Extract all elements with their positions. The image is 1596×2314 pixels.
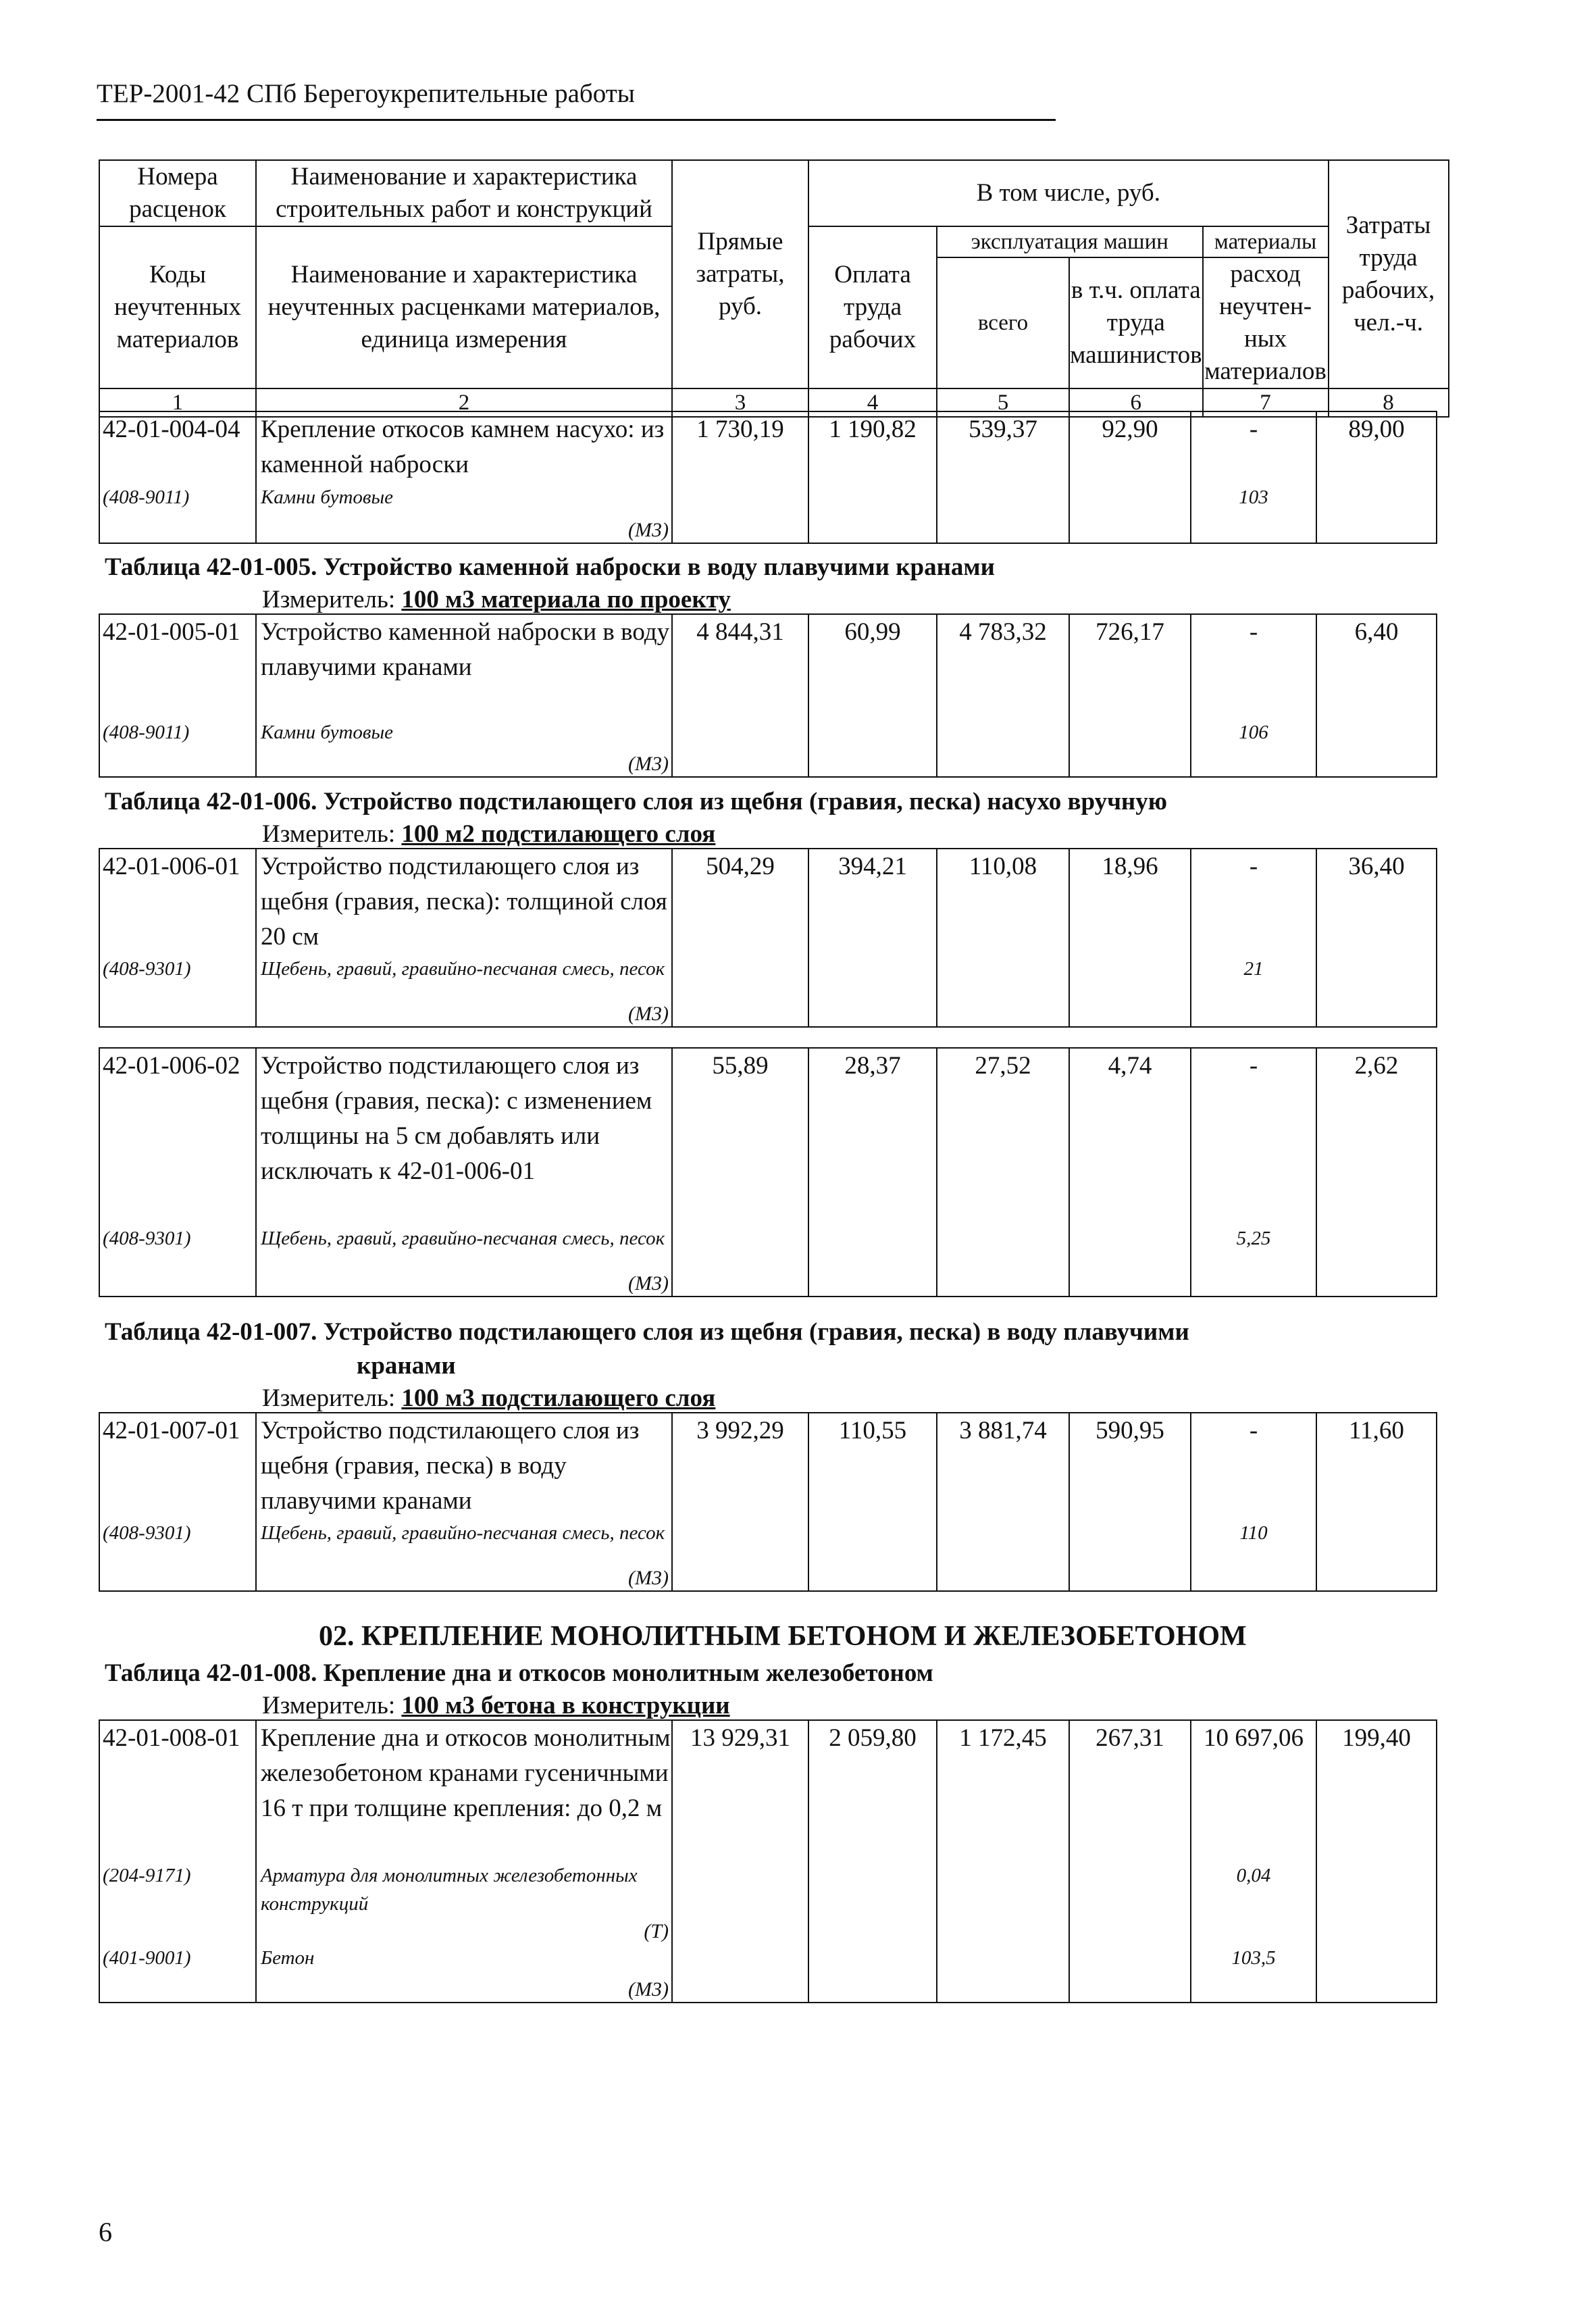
col2-header-top: Наименование и характеристика строительных работ и конструкций [256,160,672,226]
material-code: (408-9301) [103,958,191,980]
page-number: 6 [99,2217,112,2247]
cell-code [99,614,256,777]
cell-materials [1191,1720,1316,2003]
table-meter: Измеритель: 100 м3 материала по проекту [262,586,731,613]
material-name: Щебень, гравий, гравийно-песчаная смесь, песок [261,1522,665,1544]
header-rule [97,119,1056,121]
direct-cost: 504,29 [706,853,775,880]
machine-cost: 539,37 [969,416,1037,443]
unit-spacer [1191,1566,1316,1590]
material-quantity: 5,25 [1236,1228,1271,1249]
cell-code [99,1048,256,1297]
labor-cost: 1 190,82 [829,416,917,443]
material-unit: (М3) [628,519,669,541]
col4-header: Оплата труда рабочих [808,226,937,388]
material-quantity: 106 [1239,722,1268,743]
labor-hours: 36,40 [1348,853,1405,880]
cell-code [99,1720,256,2003]
cell-materials [1191,1048,1316,1297]
cell-machine-cost [937,849,1069,1027]
cell-description [256,1720,672,2003]
cell-materials [1191,614,1316,777]
table-row [99,1413,1437,1591]
rate-code: 42-01-005-01 [103,618,240,646]
table-meter: Измеритель: 100 м3 подстилающего слоя [262,1384,716,1412]
cell-operator-labor-cost [1069,849,1191,1027]
table-meter: Измеритель: 100 м3 бетона в конструкции [262,1692,730,1719]
col1-header-bottom: Коды неучтенных материалов [99,226,256,388]
unit-spacer [1191,1919,1316,1944]
cell-direct-cost [672,1048,808,1297]
cell-machine-cost [937,411,1069,543]
material-code: (204-9171) [103,1865,191,1886]
rate-description: Устройство каменной наброски в воду плавучими кранами [261,618,670,681]
col-number: 7 [1203,388,1329,417]
unit-spacer [100,518,255,543]
materials-header: материалы [1203,226,1329,257]
operator-labor-cost: 92,90 [1102,416,1158,443]
cell-labor-hours [1316,411,1437,543]
cell-machine-cost [937,1720,1069,2003]
col3-header: Прямые затраты, руб. [672,160,808,388]
rate-code: 42-01-006-01 [103,853,240,880]
unit-spacer [100,1919,255,1944]
direct-cost: 55,89 [712,1052,769,1080]
material-quantity: 103,5 [1231,1947,1276,1969]
unit-spacer [1191,1978,1316,2002]
material-name: Камни бутовые [261,486,394,508]
table-caption: Таблица 42-01-006. Устройство подстилающего слоя из щебня (гравия, песка) насухо вручную [105,788,1168,815]
material-quantity: 0,04 [1236,1865,1271,1886]
unit-spacer [100,1002,255,1026]
unit-spacer [1191,1272,1316,1296]
labor-cost: 60,99 [844,618,901,646]
table-row [99,1720,1437,2003]
table-caption: Таблица 42-01-005. Устройство каменной наброски в воду плавучими кранами [105,553,995,581]
cell-description [256,849,672,1027]
direct-cost: 1 730,19 [696,416,784,443]
rate-description: Устройство подстилающего слоя из щебня (гравия, песка): толщиной слоя 20 см [261,853,667,951]
machine-cost: 4 783,32 [959,618,1047,646]
cell-operator-labor-cost [1069,411,1191,543]
cell-labor-cost [808,1413,937,1591]
col-number: 3 [672,388,808,417]
cell-labor-hours [1316,1413,1437,1591]
labor-hours: 89,00 [1348,416,1405,443]
rate-table [99,848,1437,1028]
machine-cost: 27,52 [975,1052,1031,1080]
cell-direct-cost [672,1413,808,1591]
cell-labor-hours [1316,1720,1437,2003]
material-code: (401-9001) [103,1947,191,1969]
cell-machine-cost [937,1413,1069,1591]
col7-header: расход неучтен-ных материалов [1203,257,1329,388]
material-name: Камни бутовые [261,722,394,743]
col-number: 5 [937,388,1069,417]
cell-materials [1191,1413,1316,1591]
rate-code: 42-01-008-01 [103,1724,240,1752]
material-name: Щебень, гравий, гравийно-песчаная смесь, песок [261,1228,665,1249]
cell-direct-cost [672,849,808,1027]
materials-cost: - [1249,416,1258,443]
rate-code: 42-01-004-04 [103,416,240,443]
cell-description [256,1413,672,1591]
rate-table [99,1047,1437,1297]
cell-labor-cost [808,849,937,1027]
rate-description: Крепление дна и откосов монолитным железобетоном кранами гусеничными 16 т при толщине крепления: до 0,2 м [261,1724,671,1822]
material-code: (408-9301) [103,1228,191,1249]
table-meter: Измеритель: 100 м2 подстилающего слоя [262,820,716,848]
section-title: 02. КРЕПЛЕНИЕ МОНОЛИТНЫМ БЕТОНОМ И ЖЕЛЕЗОБЕТОНОМ [319,1621,1247,1652]
cell-materials [1191,411,1316,543]
col-number: 6 [1069,388,1203,417]
table-row [99,614,1437,777]
material-unit: (М3) [628,1272,669,1294]
material-unit: (М3) [628,753,669,775]
rate-table [99,1719,1437,2003]
cell-direct-cost [672,614,808,777]
rate-table [99,1412,1437,1592]
table-caption-continued: кранами [357,1352,456,1380]
direct-cost: 4 844,31 [696,618,784,646]
cell-operator-labor-cost [1069,1413,1191,1591]
unit-spacer [1191,752,1316,776]
material-quantity: 103 [1239,486,1268,508]
material-quantity: 110 [1239,1522,1268,1544]
machine-cost: 110,08 [969,853,1037,880]
labor-cost: 2 059,80 [829,1724,917,1752]
cell-code [99,411,256,543]
cell-operator-labor-cost [1069,1720,1191,2003]
table-row [99,411,1437,543]
cell-machine-cost [937,1048,1069,1297]
rate-description: Устройство подстилающего слоя из щебня (гравия, песка) в воду плавучими кранами [261,1417,640,1515]
cell-labor-cost [808,614,937,777]
cell-labor-hours [1316,849,1437,1027]
cell-machine-cost [937,614,1069,777]
cell-labor-cost [808,411,937,543]
direct-cost: 3 992,29 [696,1417,784,1444]
col1-header-top: Номера расценок [99,160,256,226]
labor-cost: 394,21 [838,853,907,880]
unit-spacer [1191,1002,1316,1026]
col-number: 1 [99,388,256,417]
material-unit: (Т) [644,1920,669,1942]
cell-labor-cost [808,1048,937,1297]
material-name: Щебень, гравий, гравийно-песчаная смесь, песок [261,958,665,980]
cell-code [99,1413,256,1591]
material-code: (408-9011) [103,486,190,508]
table-caption: Таблица 42-01-007. Устройство подстилающего слоя из щебня (гравия, песка) в воду плавучими [105,1318,1189,1346]
unit-spacer [100,752,255,776]
cell-description [256,411,672,543]
labor-cost: 28,37 [844,1052,901,1080]
labor-cost: 110,55 [838,1417,907,1444]
column-header-table [99,159,1449,418]
machine-cost: 3 881,74 [959,1417,1047,1444]
labor-hours: 6,40 [1354,618,1399,646]
material-code: (408-9301) [103,1522,191,1544]
rate-table [99,613,1437,778]
table-row [99,849,1437,1027]
col-number: 2 [256,388,672,417]
unit-spacer [100,1978,255,2002]
cell-operator-labor-cost [1069,614,1191,777]
breakdown-group-header: В том числе, руб. [808,160,1329,226]
operator-labor-cost: 18,96 [1102,853,1158,880]
cell-description [256,1048,672,1297]
material-unit: (М3) [628,1567,669,1589]
material-quantity: 21 [1243,958,1264,980]
materials-cost: - [1249,853,1258,880]
labor-hours: 199,40 [1342,1724,1411,1752]
material-name: Бетон [261,1947,315,1969]
rate-code: 42-01-007-01 [103,1417,240,1444]
page-header: ТЕР-2001-42 СПб Берегоукрепительные работы [97,79,636,108]
material-unit: (М3) [628,1003,669,1025]
cell-materials [1191,849,1316,1027]
material-code: (408-9011) [103,722,190,743]
operator-labor-cost: 726,17 [1096,618,1164,646]
col-number: 4 [808,388,937,417]
cell-labor-hours [1316,1048,1437,1297]
materials-cost: 10 697,06 [1204,1724,1304,1752]
unit-spacer [1191,518,1316,543]
unit-spacer [100,1272,255,1296]
materials-cost: - [1249,618,1258,646]
rate-description: Устройство подстилающего слоя из щебня (гравия, песка): с изменением толщины на 5 см добавлять или исключать к 42-01-006-01 [261,1052,652,1185]
cell-operator-labor-cost [1069,1048,1191,1297]
col5-header: всего [937,257,1069,388]
table-row [99,1048,1437,1297]
labor-hours: 11,60 [1349,1417,1404,1444]
col2-header-bottom: Наименование и характеристика неучтенных расценками материалов, единица измерения [256,226,672,388]
col-number: 8 [1329,388,1449,417]
rate-table [99,411,1437,544]
materials-cost: - [1249,1052,1258,1080]
direct-cost: 13 929,31 [690,1724,790,1752]
cell-labor-cost [808,1720,937,2003]
cell-direct-cost [672,1720,808,2003]
cell-direct-cost [672,411,808,543]
cell-labor-hours [1316,614,1437,777]
rate-code: 42-01-006-02 [103,1052,240,1080]
cell-code [99,849,256,1027]
operator-labor-cost: 4,74 [1108,1052,1152,1080]
material-name: Арматура для монолитных железобетонных конструкций [261,1865,638,1915]
rate-description: Крепление откосов камнем насухо: из каменной наброски [261,416,665,478]
labor-hours: 2,62 [1354,1052,1399,1080]
operator-labor-cost: 267,31 [1096,1724,1164,1752]
table-caption: Таблица 42-01-008. Крепление дна и откосов монолитным железобетоном [105,1659,933,1687]
col8-header: Затраты труда рабочих, чел.-ч. [1329,160,1449,388]
unit-spacer [100,1566,255,1590]
material-unit: (М3) [628,1978,669,2001]
operator-labor-cost: 590,95 [1096,1417,1164,1444]
materials-cost: - [1249,1417,1258,1444]
cell-description [256,614,672,777]
machine-cost: 1 172,45 [959,1724,1047,1752]
col6-header: в т.ч. оплата труда машинистов [1069,257,1203,388]
machines-header: эксплуатация машин [937,226,1203,257]
